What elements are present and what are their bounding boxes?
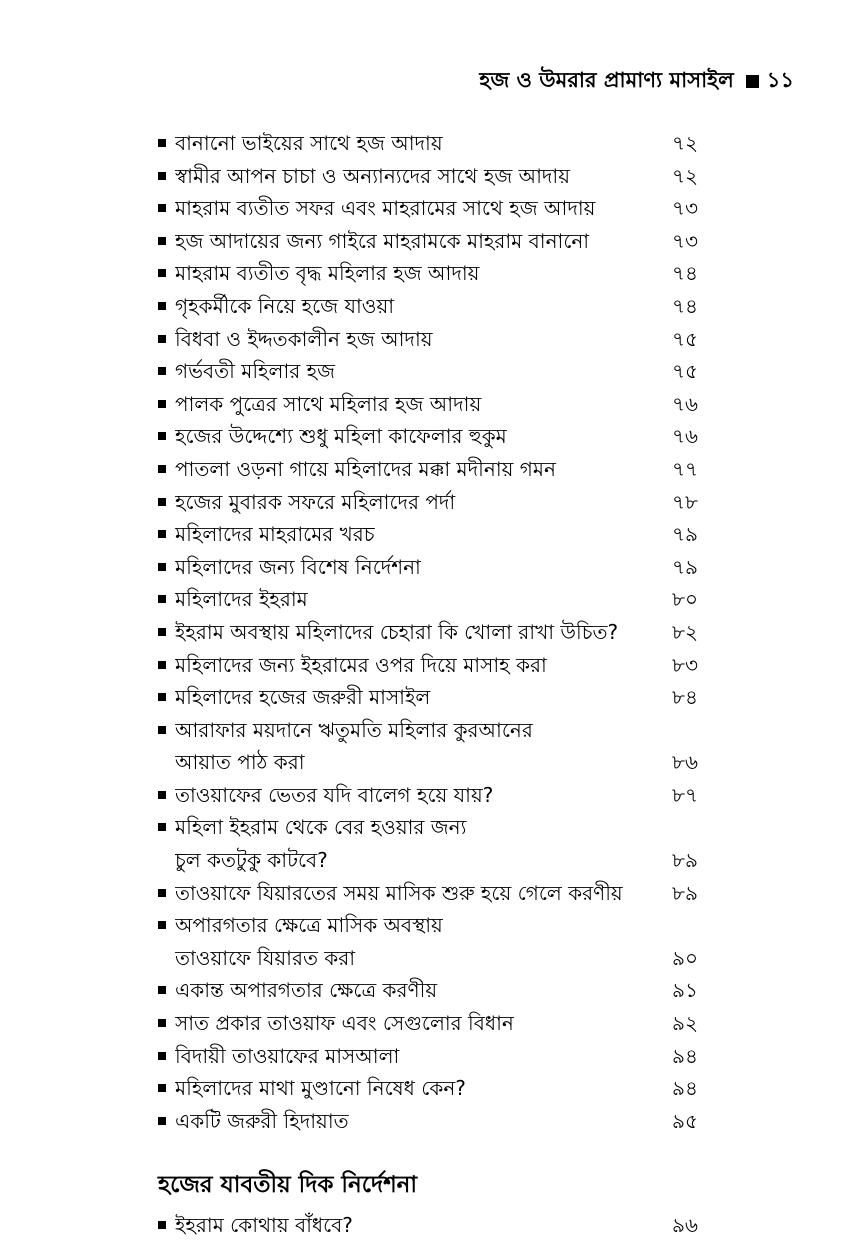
square-bullet-icon: [158, 595, 166, 603]
entry-title: [175, 355, 658, 388]
entry-title-line: বিদায়ী তাওয়াফের মাসআলা: [175, 1043, 400, 1068]
entry-title: [175, 909, 658, 974]
entry-page-number: ৭৪: [672, 261, 698, 286]
entry-title-line: একান্ত অপারগতার ক্ষেত্রে করণীয়: [175, 978, 438, 1003]
toc-entry: [158, 583, 698, 616]
entry-page-number: ৯২: [672, 1011, 698, 1036]
entry-page-number: ৭২: [671, 163, 698, 188]
square-bullet-icon: [158, 335, 166, 343]
entry-page-number: ৯৫: [672, 1108, 698, 1133]
toc-entry: [158, 290, 698, 323]
square-bullet-icon: [158, 269, 166, 277]
toc-entry: [158, 909, 698, 974]
entry-title-line: পালক পুত্রের সাথে মহিলার হজ আদায়: [175, 391, 482, 416]
entry-page-number: ৮৭: [672, 782, 698, 807]
entry-title-line: অপারগতার ক্ষেত্রে মাসিক অবস্থায়: [175, 913, 443, 938]
entry-page-number: ৭৬: [671, 424, 698, 449]
entry-title-line: বিধবা ও ইদ্দতকালীন হজ আদায়: [175, 326, 433, 351]
entry-title: [175, 1040, 658, 1073]
toc-entry: [158, 1007, 698, 1040]
entry-title: [175, 127, 658, 160]
entry-title-line: হজের উদ্দেশ্যে শুধু মহিলা কাফেলার হুকুম: [175, 424, 507, 449]
entry-title: [175, 453, 658, 486]
entry-title: [175, 1209, 658, 1242]
entry-title-line: স্বামীর আপন চাচা ও অন্যান্যদের সাথে হজ আদায়: [175, 163, 571, 188]
entry-title-line: সাত প্রকার তাওয়াফ এবং সেগুলোর বিধান: [175, 1011, 514, 1036]
square-bullet-icon: [158, 498, 166, 506]
entry-title: [175, 583, 658, 616]
entry-page-number: ৯১: [672, 978, 698, 1003]
toc-entry: [158, 1105, 698, 1138]
entry-page-number: ৭৩: [671, 228, 698, 253]
entry-title: [175, 1007, 658, 1040]
entry-title: [175, 225, 658, 258]
square-bullet-icon: [158, 172, 166, 180]
entry-page-number: ৭৪: [672, 293, 698, 318]
entry-title: [175, 811, 658, 876]
square-bullet-icon: [158, 1019, 166, 1027]
toc-entry: [158, 1209, 698, 1242]
entry-title-line: ইহরাম কোথায় বাঁধবে?: [175, 1213, 353, 1238]
entry-title-line: মাহরাম ব্যতীত সফর এবং মাহরামের সাথে হজ আদায়: [175, 196, 596, 221]
entry-title: [175, 779, 658, 812]
square-bullet-icon: [158, 661, 166, 669]
toc-entry: [158, 160, 698, 193]
entry-title: [175, 616, 658, 649]
toc-entry: [158, 420, 698, 453]
entry-title: [175, 388, 658, 421]
entry-title: [175, 877, 658, 910]
entry-title-line: হজের মুবারক সফরে মহিলাদের পর্দা: [175, 489, 456, 514]
entry-title-line: ইহরাম অবস্থায় মহিলাদের চেহারা কি খোলা রাখা উচিত?: [175, 619, 619, 644]
toc-entry: [158, 1072, 698, 1105]
entry-page-number: ৭৭: [671, 456, 698, 481]
entry-title-line: মহিলাদের জন্য বিশেষ নির্দেশনা: [175, 554, 421, 579]
entry-title: [175, 290, 658, 323]
entry-page-number: ৭৩: [671, 196, 698, 221]
toc-entry: [158, 616, 698, 649]
square-bullet-icon: [158, 726, 166, 734]
square-bullet-icon: [158, 432, 166, 440]
entry-title-line: হজ আদায়ের জন্য গাইরে মাহরামকে মাহরাম বানানো: [175, 228, 590, 253]
toc-entry: [158, 486, 698, 519]
toc-entry: [158, 257, 698, 290]
square-bullet-icon: [158, 400, 166, 408]
toc-entry: [158, 355, 698, 388]
entry-page-number: ৮৪: [672, 685, 698, 710]
entry-title: [175, 323, 658, 356]
entry-page-number: ৯৪: [672, 1076, 698, 1101]
entry-page-number: ৮৬: [672, 750, 698, 775]
table-of-contents: [158, 127, 698, 1242]
square-bullet-icon: [158, 302, 166, 310]
square-bullet-icon: [158, 791, 166, 799]
entry-page-number: ৮২: [672, 619, 698, 644]
square-bullet-icon: [158, 823, 166, 831]
entry-title: [175, 518, 658, 551]
section-entry-list: [158, 1209, 698, 1242]
square-bullet-icon: [158, 367, 166, 375]
toc-entry: [158, 551, 698, 584]
entry-page-number: ৯৪: [672, 1043, 698, 1068]
toc-entry: [158, 388, 698, 421]
entry-title: [175, 649, 658, 682]
entry-title-line: তাওয়াফে যিয়ারতের সময় মাসিক শুরু হয়ে গেলে করণীয়: [175, 880, 623, 905]
entry-page-number: ৭৬: [671, 391, 698, 416]
entry-title-line: আয়াত পাঠ করা: [175, 750, 305, 775]
entry-title-line: মহিলাদের জন্য ইহরামের ওপর দিয়ে মাসাহ করা: [175, 652, 547, 677]
entry-title: [175, 974, 658, 1007]
entry-title-line: গৃহকর্মীকে নিয়ে হজে যাওয়া: [175, 293, 395, 318]
square-bullet-icon: [158, 204, 166, 212]
entry-title-line: একটি জরুরী হিদায়াত: [175, 1108, 349, 1133]
toc-entry: [158, 877, 698, 910]
toc-entry: [158, 127, 698, 160]
square-bullet-icon: [158, 530, 166, 538]
toc-entry: [158, 453, 698, 486]
entry-title: [175, 257, 658, 290]
entry-title: [175, 486, 658, 519]
entry-title: [175, 160, 658, 193]
square-bullet-icon: [158, 628, 166, 636]
entry-title: [175, 551, 658, 584]
entry-title: [175, 681, 658, 714]
entry-title-line: মাহরাম ব্যতীত বৃদ্ধ মহিলার হজ আদায়: [175, 261, 480, 286]
entry-page-number: ৭৮: [672, 489, 698, 514]
entry-title-line: গর্ভবতী মহিলার হজ: [175, 359, 336, 384]
entry-title-line: মহিলা ইহরাম থেকে বের হওয়ার জন্য: [175, 815, 467, 840]
entry-title-line: মহিলাদের মাহরামের খরচ: [175, 522, 375, 547]
square-bullet-icon: [158, 465, 166, 473]
entry-title-line: তাওয়াফের ভেতর যদি বালেগ হয়ে যায়?: [175, 782, 494, 807]
square-bullet-icon: [158, 1221, 166, 1229]
toc-entry: [158, 779, 698, 812]
toc-entry: [158, 974, 698, 1007]
square-bullet-icon: [158, 1117, 166, 1125]
toc-entry: [158, 714, 698, 779]
entry-title: [175, 192, 658, 225]
toc-entry: [158, 1040, 698, 1073]
entry-page-number: ৭২: [671, 131, 698, 155]
entry-page-number: ৭৫: [672, 359, 698, 384]
square-bullet-icon: [158, 563, 166, 571]
square-bullet-icon: [158, 1084, 166, 1092]
entry-title-line: বানানো ভাইয়ের সাথে হজ আদায়: [175, 131, 443, 155]
entry-title-line: মহিলাদের হজের জরুরী মাসাইল: [175, 685, 431, 710]
toc-entry: [158, 649, 698, 682]
entry-page-number: ৭৯: [672, 522, 698, 547]
square-bullet-icon: [158, 237, 166, 245]
toc-entry: [158, 323, 698, 356]
entry-page-number: ৮৩: [672, 652, 698, 677]
entry-page-number: ৭৯: [672, 554, 698, 579]
toc-entry: [158, 681, 698, 714]
entry-title: [175, 420, 658, 453]
entry-page-number: ৮০: [672, 587, 698, 612]
entry-title-line: মহিলাদের মাথা মুণ্ডানো নিষেধ কেন?: [175, 1076, 466, 1101]
entry-title-line: মহিলাদের ইহরাম: [175, 587, 308, 612]
entry-title-line: পাতলা ওড়না গায়ে মহিলাদের মক্কা মদীনায় গমন: [175, 456, 556, 481]
running-header: [479, 64, 794, 98]
entry-title: [175, 1072, 658, 1105]
entry-page-number: ৮৯: [672, 880, 698, 905]
square-bullet-icon: [158, 921, 166, 929]
square-bullet-icon: [158, 889, 166, 897]
square-bullet-icon: [158, 693, 166, 701]
entry-title-line: চুল কতটুকু কাটবে?: [175, 848, 328, 873]
entry-page-number: ৯০: [672, 945, 698, 970]
page-number: ১১: [766, 67, 794, 92]
entry-page-number: ৭৫: [672, 326, 698, 351]
section-heading: হজের যাবতীয় দিক নির্দেশনা: [158, 1172, 418, 1199]
entry-title-line: তাওয়াফে যিয়ারত করা: [175, 945, 356, 970]
toc-entry: [158, 192, 698, 225]
toc-entry: [158, 518, 698, 551]
entry-page-number: ৯৬: [672, 1213, 698, 1238]
square-bullet-icon: [158, 986, 166, 994]
entry-title: [175, 1105, 658, 1138]
entry-page-number: ৮৯: [672, 848, 698, 873]
square-bullet-icon: [746, 75, 759, 88]
entry-title-line: আরাফার ময়দানে ঋতুমতি মহিলার কুরআনের: [175, 717, 533, 742]
entry-title: [175, 714, 658, 779]
running-title: হজ ও উমরার প্রামাণ্য মাসাইল: [479, 67, 734, 92]
toc-entry: [158, 811, 698, 876]
toc-entry: [158, 225, 698, 258]
square-bullet-icon: [158, 1052, 166, 1060]
toc-entry-list: [158, 127, 698, 1137]
square-bullet-icon: [158, 139, 166, 147]
